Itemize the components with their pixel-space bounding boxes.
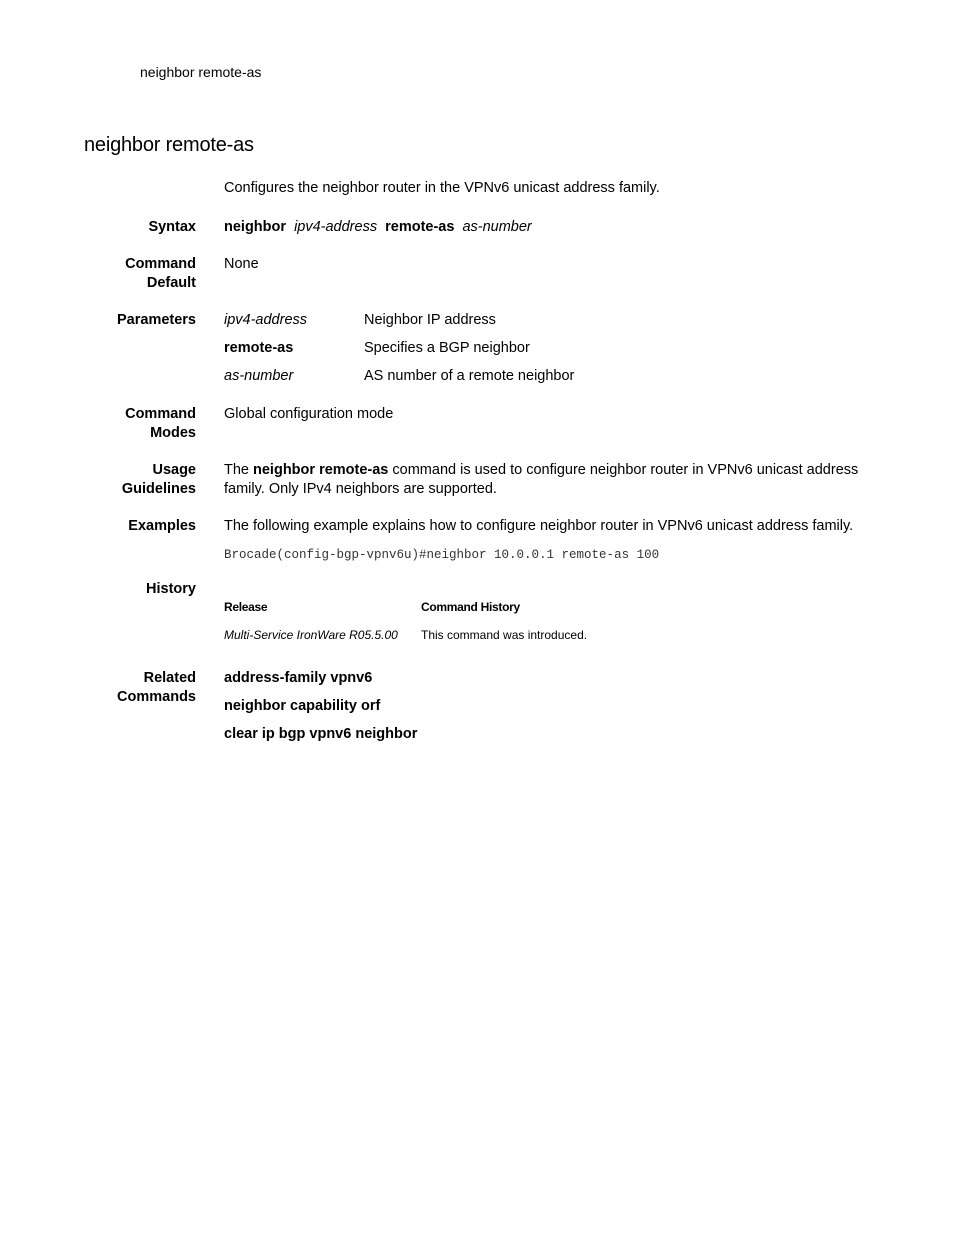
syntax-command: neighbor — [224, 219, 287, 235]
related-label: Related Commands — [117, 670, 196, 705]
history-release: Multi-Service IronWare R05.5.00 — [224, 628, 398, 642]
history-header-command-history: Command History — [421, 600, 520, 614]
examples-code: Brocade(config-bgp-vpnv6u)#neighbor 10.0.0.1 remote-as 100 — [224, 548, 660, 562]
syntax-arg-as: as-number — [462, 219, 532, 235]
param-desc: AS number of a remote neighbor — [364, 368, 575, 384]
param-desc: Neighbor IP address — [364, 312, 496, 328]
parameters-label: Parameters — [117, 312, 196, 328]
syntax-keyword: remote-as — [385, 219, 455, 235]
param-desc: Specifies a BGP neighbor — [364, 340, 530, 356]
syntax-arg-ipv4: ipv4-address — [294, 219, 378, 235]
usage-text: The neighbor remote-as command is used to configure neighbor router in VPNv6 unicast address family. Only IPv4 neighbors are supported. — [224, 462, 859, 497]
page-title: neighbor remote-as — [84, 134, 254, 156]
running-header: neighbor remote-as — [140, 64, 262, 80]
history-label: History — [146, 581, 196, 597]
history-header-release: Release — [224, 600, 268, 614]
examples-label: Examples — [128, 518, 196, 534]
related-command-link[interactable]: address-family vpnv6 — [224, 670, 373, 686]
param-name: remote-as — [224, 340, 294, 356]
param-name: as-number — [224, 368, 294, 384]
history-note: This command was introduced. — [421, 628, 588, 642]
usage-command: neighbor remote-as — [253, 462, 389, 478]
command-modes-value: Global configuration mode — [224, 406, 394, 422]
syntax-line — [224, 218, 536, 237]
syntax-label: Syntax — [148, 219, 196, 235]
command-default-value: None — [224, 256, 259, 272]
related-command-link[interactable]: clear ip bgp vpnv6 neighbor — [224, 726, 418, 742]
command-default-label: Command Default — [125, 256, 196, 291]
related-command-link[interactable]: neighbor capability orf — [224, 698, 381, 714]
examples-text: The following example explains how to configure neighbor router in VPNv6 unicast address family. — [224, 518, 854, 534]
description: Configures the neighbor router in the VPNv6 unicast address family. — [224, 180, 660, 196]
command-modes-label: Command Modes — [125, 406, 196, 441]
param-name: ipv4-address — [224, 312, 308, 328]
usage-label: Usage Guidelines — [121, 462, 196, 497]
